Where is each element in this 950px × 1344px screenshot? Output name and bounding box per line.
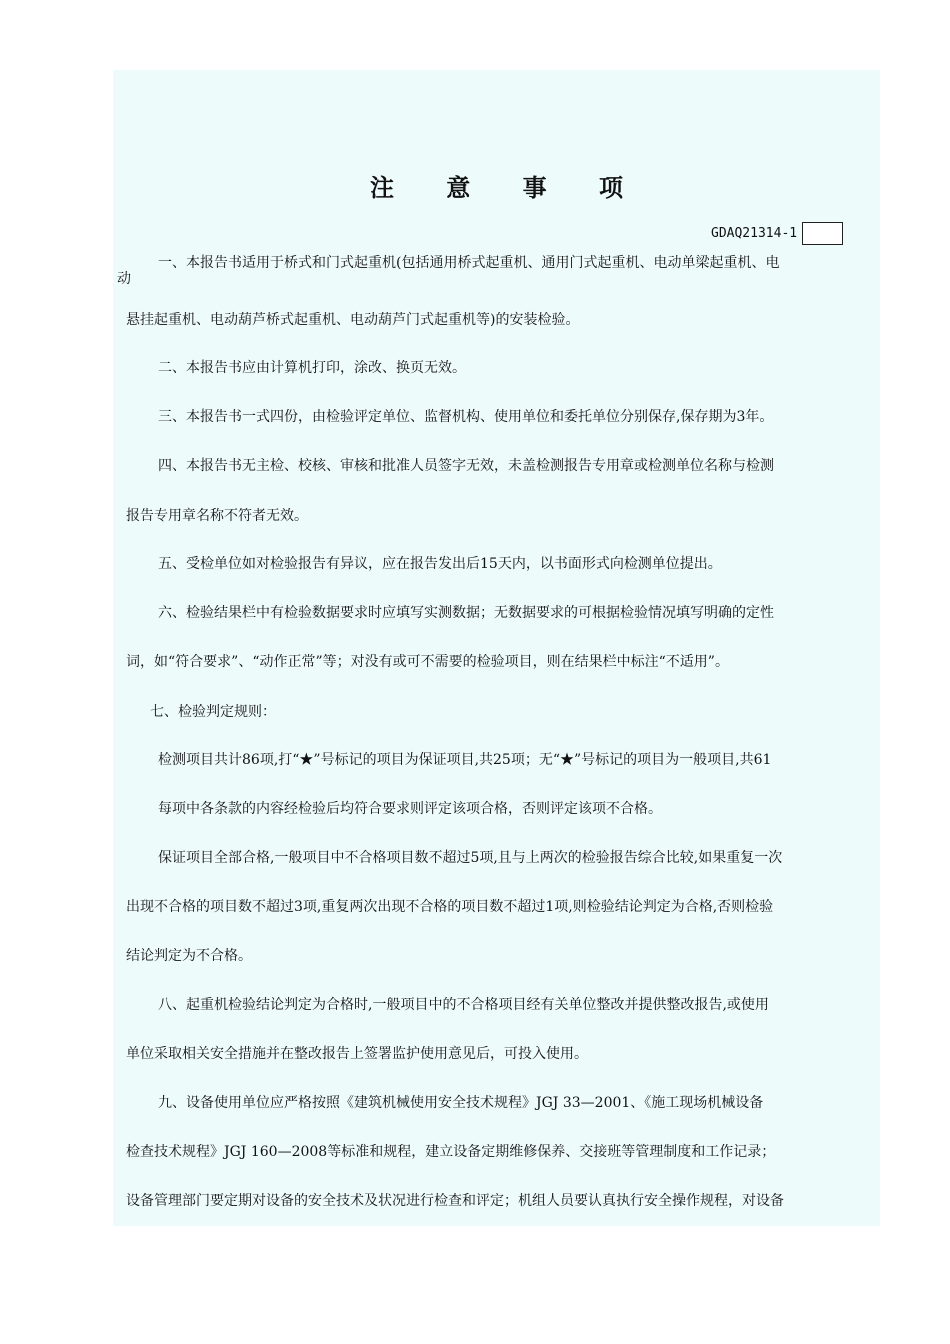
code-suffix-box — [802, 222, 843, 245]
notice-line-12: 检测项目共计86项,打“★”号标记的项目为保证项目,共25项；无“★”号标记的项目为一般项目,共61 — [158, 752, 772, 768]
notice-line-4: 二、本报告书应由计算机打印，涂改、换页无效。 — [158, 360, 466, 376]
notice-line-5: 三、本报告书一式四份，由检验评定单位、监督机构、使用单位和委托单位分别保存,保存期为3年。 — [158, 409, 774, 425]
form-code: GDAQ21314-1 — [711, 226, 798, 241]
document-page — [113, 70, 880, 1226]
notice-line-18: 单位采取相关安全措施并在整改报告上签署监护使用意见后，可投入使用。 — [126, 1046, 588, 1062]
notice-line-19: 九、设备使用单位应严格按照《建筑机械使用安全技术规程》JGJ 33—2001、《施工现场机械设备 — [158, 1095, 764, 1111]
notice-line-15: 出现不合格的项目数不超过3项,重复两次出现不合格的项目数不超过1项,则检验结论判定为合格,否则检验 — [126, 899, 774, 915]
notice-line-21: 设备管理部门要定期对设备的安全技术及状况进行检查和评定；机组人员要认真执行安全操作规程，对设备 — [126, 1193, 784, 1209]
page-title: 注 意 事 项 — [369, 174, 646, 202]
notice-line-3: 悬挂起重机、电动葫芦桥式起重机、电动葫芦门式起重机等)的安装检验。 — [126, 312, 580, 328]
notice-line-7: 报告专用章名称不符者无效。 — [126, 508, 308, 524]
notice-line-16: 结论判定为不合格。 — [126, 948, 252, 964]
notice-line-20: 检查技术规程》JGJ 160—2008等标准和规程，建立设备定期维修保养、交接班等管理制度和工作记录； — [126, 1144, 776, 1160]
notice-line-10: 词，如“符合要求”、“动作正常”等；对没有或可不需要的检验项目，则在结果栏中标注“不适用”。 — [126, 654, 729, 670]
notice-line-17: 八、起重机检验结论判定为合格时,一般项目中的不合格项目经有关单位整改并提供整改报告,或使用 — [158, 997, 769, 1013]
notice-line-14: 保证项目全部合格,一般项目中不合格项目数不超过5项,且与上两次的检验报告综合比较,如果重复一次 — [158, 850, 783, 866]
notice-line-11: 七、检验判定规则： — [150, 704, 276, 720]
notice-line-9: 六、检验结果栏中有检验数据要求时应填写实测数据；无数据要求的可根据检验情况填写明确的定性 — [158, 605, 774, 621]
notice-line-8: 五、受检单位如对检验报告有异议，应在报告发出后15天内，以书面形式向检测单位提出。 — [158, 556, 722, 572]
notice-line-13: 每项中各条款的内容经检验后均符合要求则评定该项合格，否则评定该项不合格。 — [158, 801, 662, 817]
notice-line-1: 一、本报告书适用于桥式和门式起重机(包括通用桥式起重机、通用门式起重机、电动单梁起重机、电 — [158, 255, 780, 271]
notice-line-2: 动 — [117, 271, 131, 287]
notice-line-6: 四、本报告书无主检、校核、审核和批准人员签字无效，未盖检测报告专用章或检测单位名称与检测 — [158, 458, 774, 474]
